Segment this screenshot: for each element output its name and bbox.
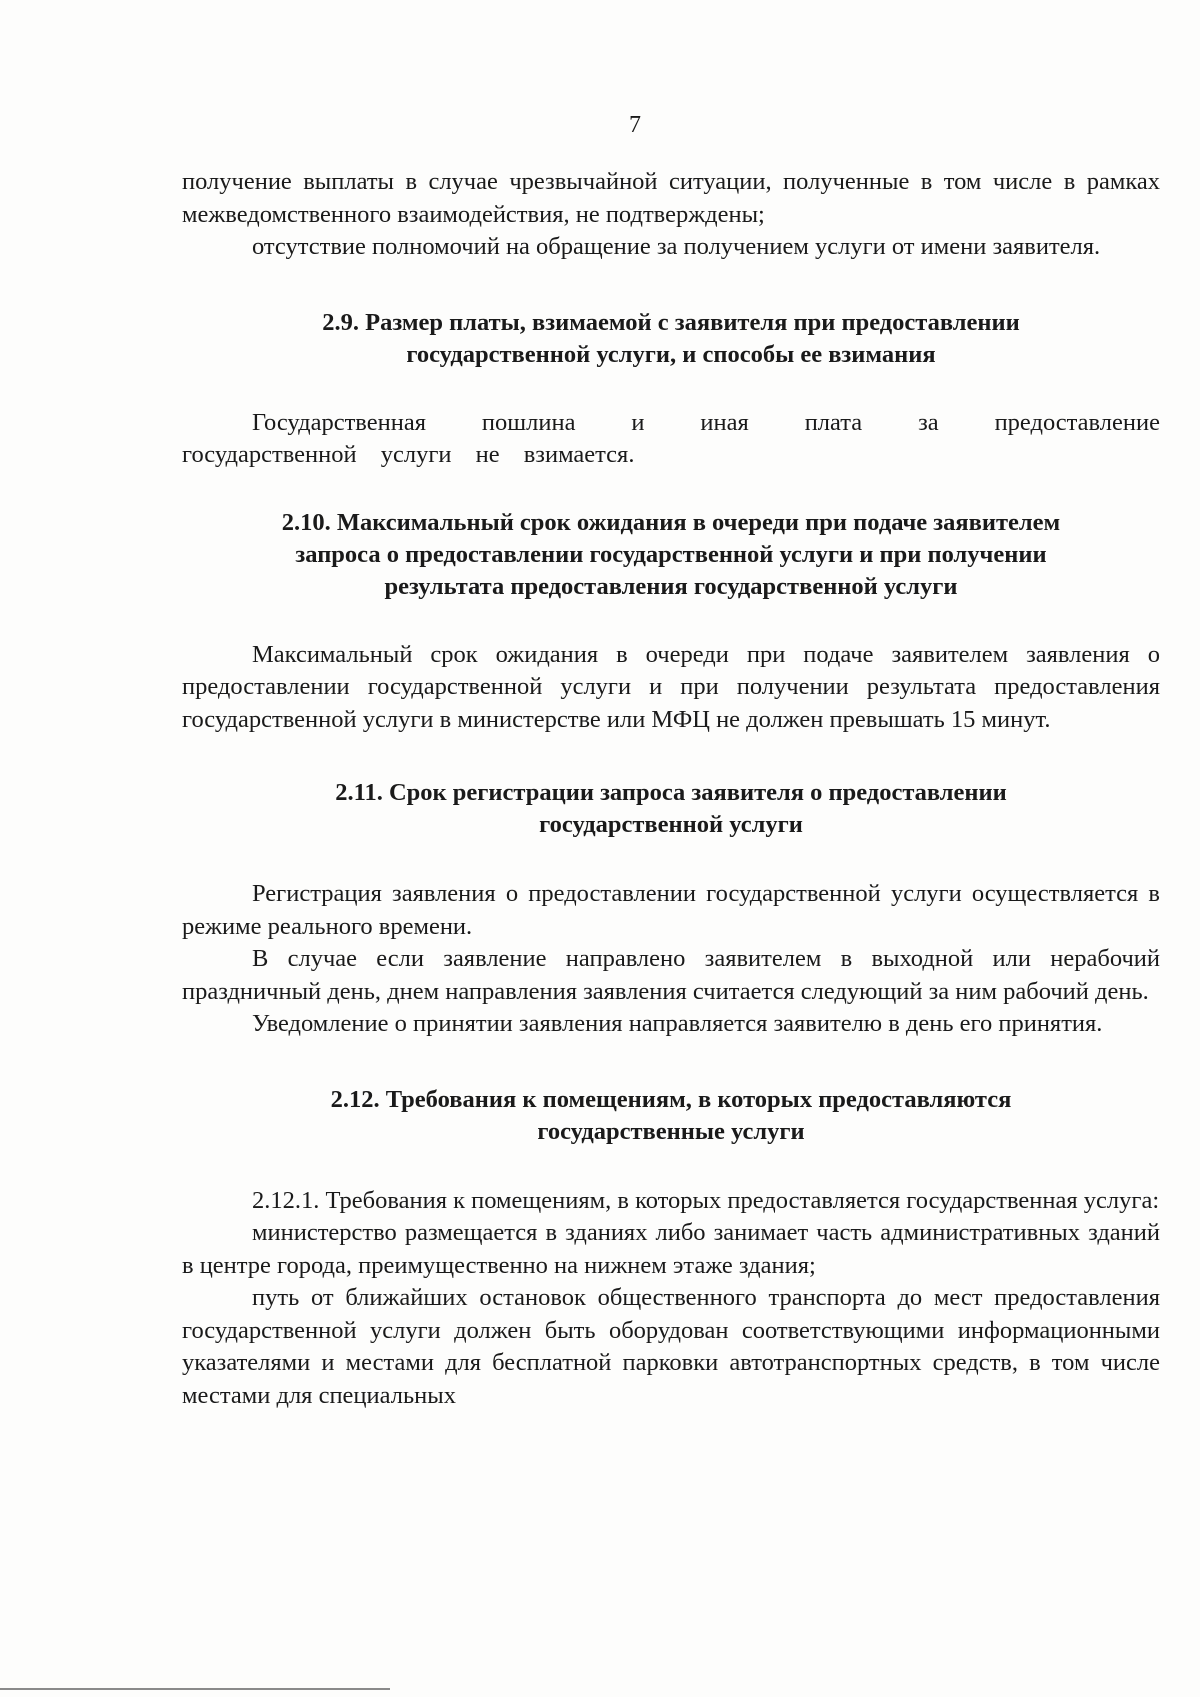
section-heading-2-9 — [182, 307, 1160, 371]
paragraph: путь от ближайших остановок общественного транспорта до мест предоставления государственной услуги должен быть оборудован соответствующими информационными указателями и местами для бесплатной парковки автотранспортных средств, в том числе местами для специальных — [182, 1284, 1160, 1409]
page-number: 7 — [629, 112, 641, 138]
heading-line: результата предоставления государственной услуги — [384, 572, 958, 600]
heading-line: государственные услуги — [537, 1117, 805, 1145]
paragraph: получение выплаты в случае чрезвычайной ситуации, полученные в том числе в рамках межведомственного взаимодействия, не подтверждены; — [182, 168, 1160, 228]
heading-line: 2.11. Срок регистрации запроса заявителя о предоставлении — [335, 779, 1007, 806]
paragraph: Регистрация заявления о предоставлении государственной услуги осуществляется в режиме реального времени. — [182, 880, 1160, 940]
paragraph: отсутствие полномочий на обращение за получением услуги от имени заявителя. — [252, 233, 1101, 260]
section-heading-2-10 — [182, 507, 1160, 603]
document-body — [182, 166, 1160, 1412]
paragraph: Государственная пошлина и иная плата за предоставление государственной услуги не взимается. — [182, 408, 1160, 468]
paragraph: Уведомление о принятии заявления направляется заявителю в день его принятия. — [252, 1010, 1103, 1037]
heading-line: 2.9. Размер платы, взимаемой с заявителя при предоставлении — [322, 308, 1020, 336]
paragraph: министерство размещается в зданиях либо занимает часть административных зданий в центре города, преимущественно на нижнем этаже здания; — [182, 1219, 1160, 1279]
heading-line: 2.10. Максимальный срок ожидания в очереди при подаче заявителем — [281, 508, 1061, 536]
heading-line: 2.12. Требования к помещениям, в которых предоставляются — [330, 1085, 1012, 1113]
heading-line: запроса о предоставлении государственной услуги и при получении — [295, 540, 1047, 568]
heading-line: государственной услуги — [539, 811, 803, 838]
heading-line: государственной услуги, и способы ее взимания — [406, 340, 936, 368]
paragraph: В случае если заявление направлено заявителем в выходной или нерабочий праздничный день, днем направления заявления считается следующий за ним рабочий день. — [182, 945, 1160, 1005]
section-heading-2-12 — [182, 1084, 1160, 1148]
section-heading-2-11 — [182, 777, 1160, 841]
paragraph: Максимальный срок ожидания в очереди при подаче заявителем заявления о предоставлении государственной услуги и при получении результата предоставления государственной услуги в министерстве или МФЦ не должен превышать 15 минут. — [182, 640, 1160, 733]
paragraph: 2.12.1. Требования к помещениям, в которых предоставляется государственная услуга: — [252, 1186, 1160, 1214]
page-bottom-edge — [0, 1688, 390, 1690]
